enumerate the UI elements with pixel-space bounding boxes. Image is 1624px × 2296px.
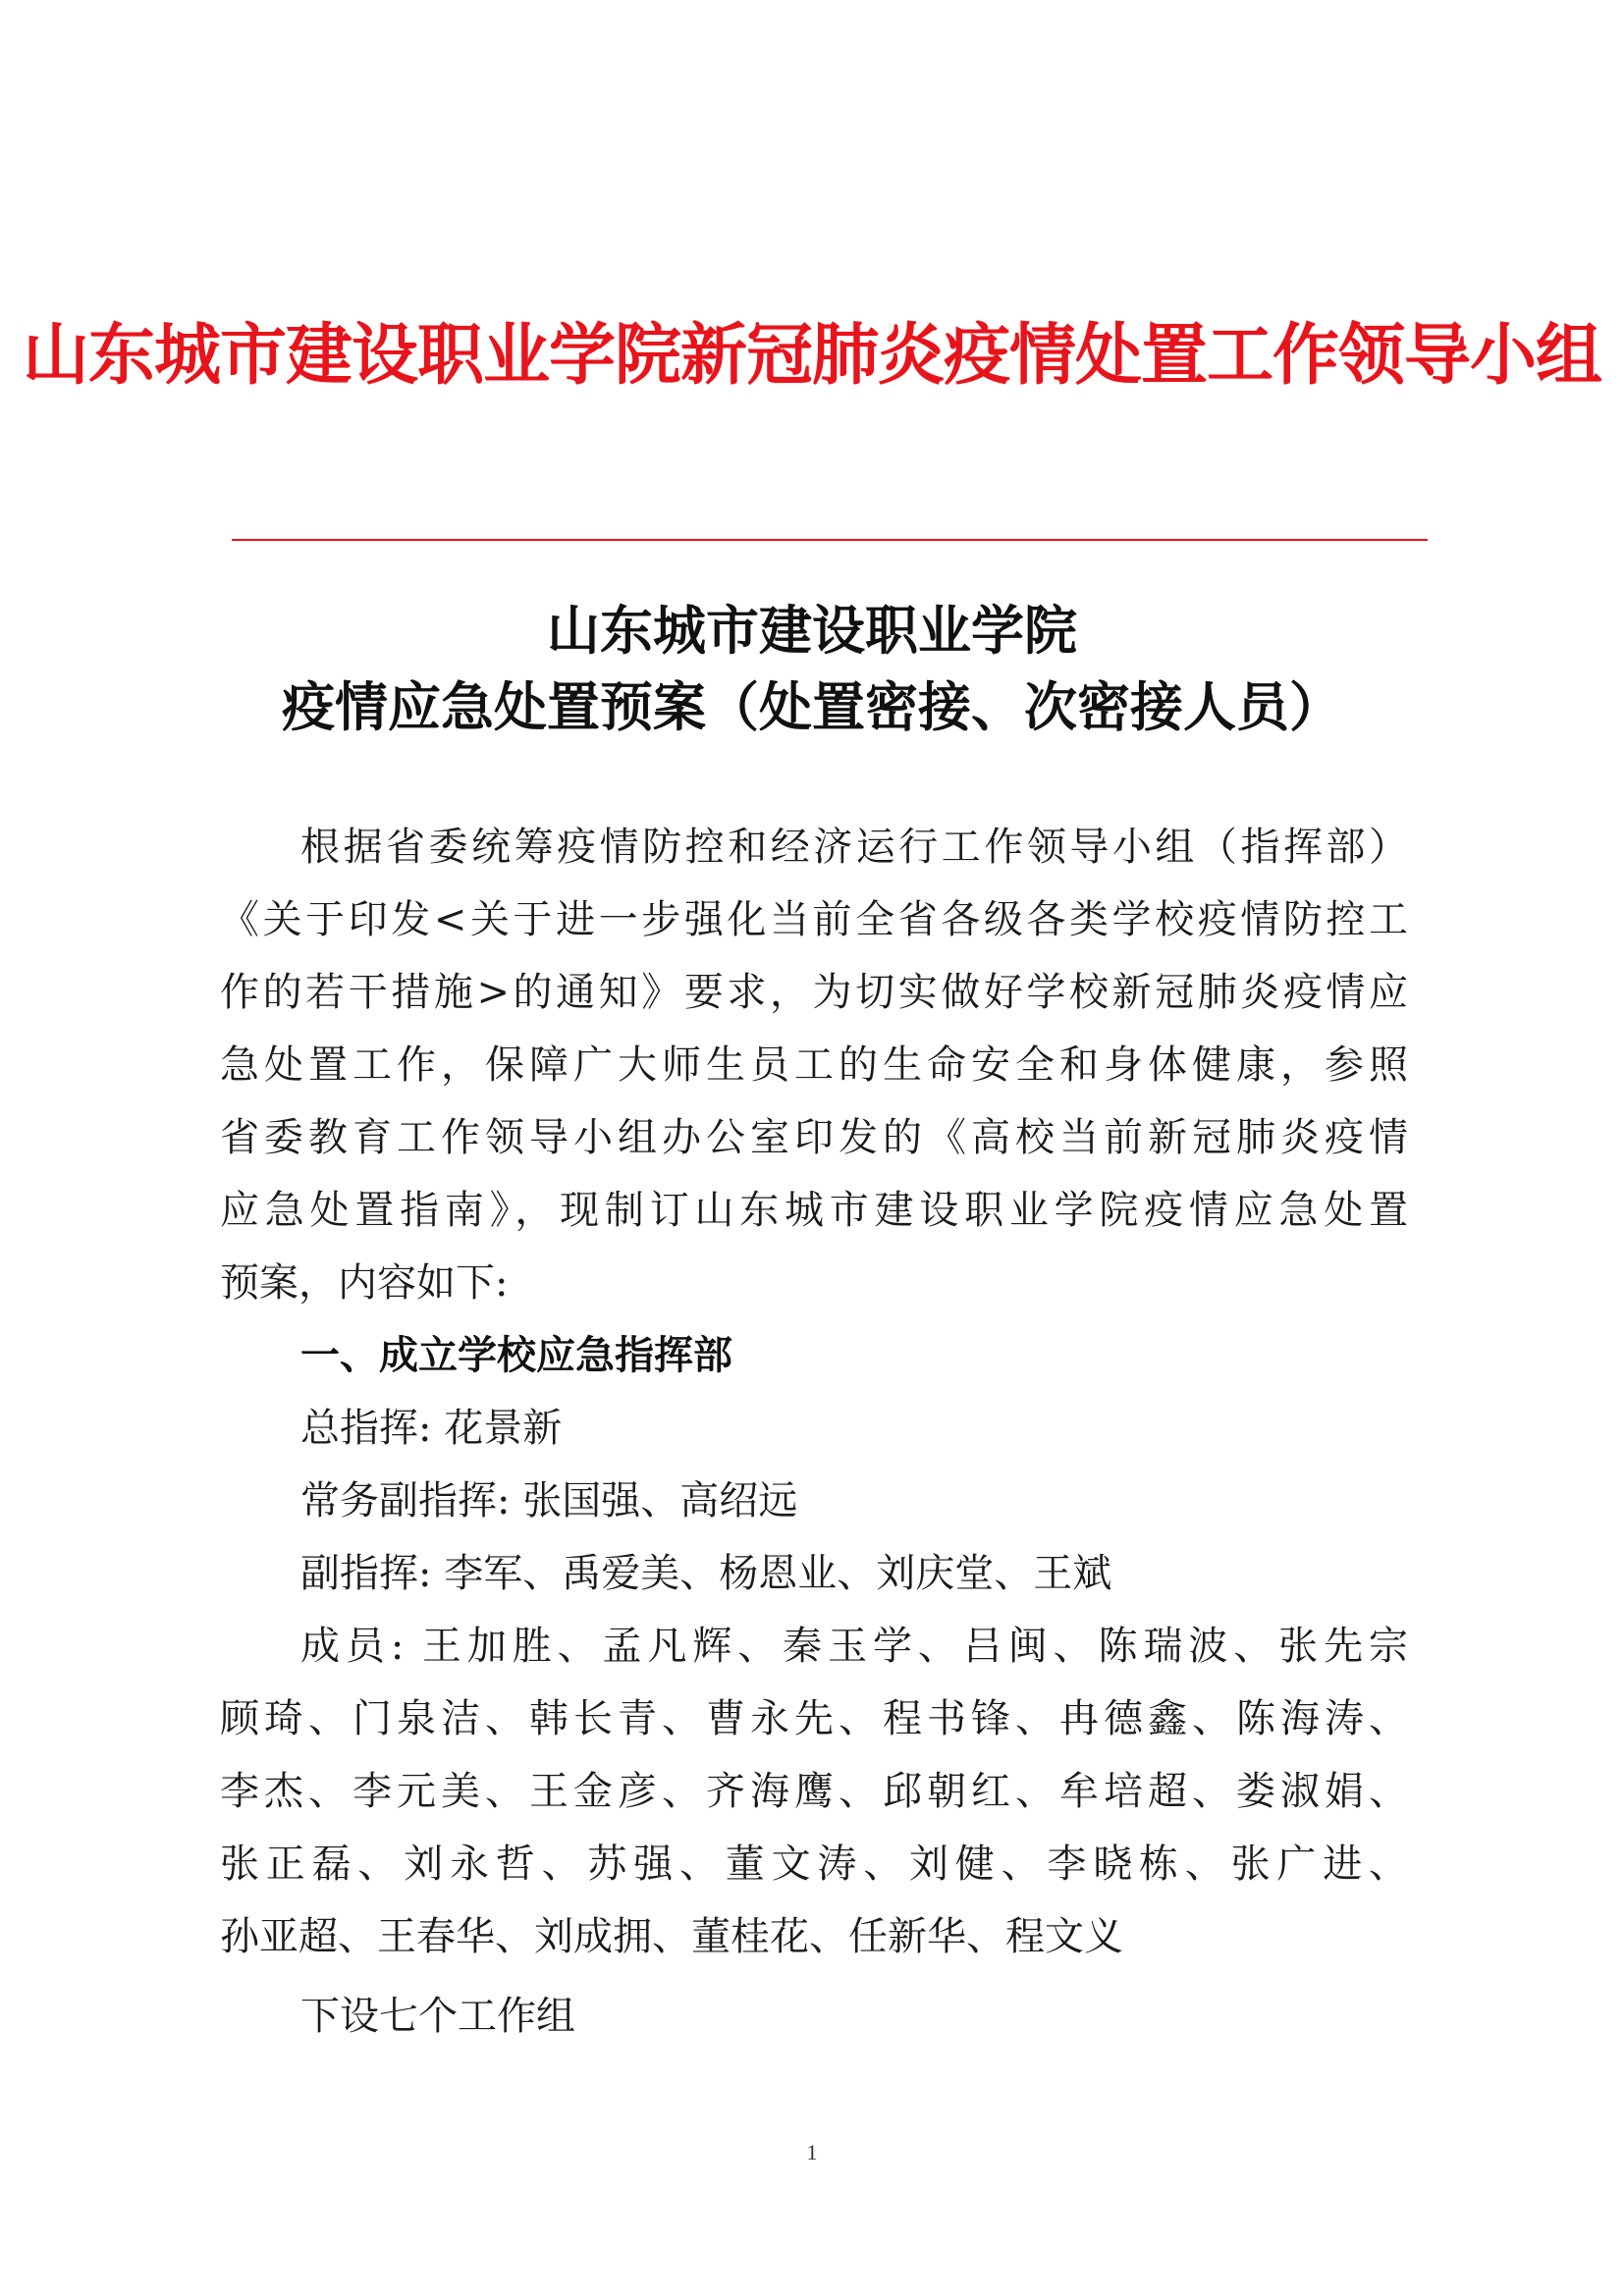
subgroups-line: 下设七个工作组 — [300, 1994, 575, 2039]
intro-line: 应急处置指南》，现制订山东城市建设职业学院疫情应急处置 — [220, 1188, 1408, 1233]
members-line: 成员: 王加胜、孟凡辉、秦玉学、吕闽、陈瑞波、张先宗 — [300, 1624, 1408, 1669]
issuer-header: 山东城市建设职业学院新冠肺炎疫情处置工作领导小组 — [22, 317, 1601, 395]
intro-line: 《关于印发<关于进一步强化当前全省各级各类学校疫情防控工 — [220, 897, 1408, 942]
intro-line: 作的若干措施>的通知》要求，为切实做好学校新冠肺炎疫情应 — [220, 970, 1408, 1015]
commander-line: 总指挥: 花景新 — [300, 1406, 563, 1451]
page-number: 1 — [806, 2140, 818, 2164]
executive-deputy-line: 常务副指挥: 张国强、高绍远 — [300, 1478, 798, 1523]
document-title-line-1: 山东城市建设职业学院 — [547, 599, 1077, 662]
members-line: 张正磊、刘永哲、苏强、董文涛、刘健、李晓栋、张广进、 — [220, 1842, 1408, 1887]
members-line: 李杰、李元美、王金彦、齐海鹰、邱朝红、牟培超、娄淑娟、 — [220, 1769, 1408, 1814]
members-line: 孙亚超、王春华、刘成拥、董桂花、任新华、程文义 — [220, 1914, 1123, 1959]
deputies-line: 副指挥: 李军、禹爱美、杨恩业、刘庆堂、王斌 — [300, 1551, 1112, 1596]
document-title-line-2: 疫情应急处置预案（处置密接、次密接人员） — [282, 675, 1342, 738]
intro-line: 根据省委统筹疫情防控和经济运行工作领导小组（指挥部） — [300, 825, 1408, 870]
intro-line: 省委教育工作领导小组办公室印发的《高校当前新冠肺炎疫情 — [220, 1115, 1408, 1160]
section-heading: 一、成立学校应急指挥部 — [300, 1333, 732, 1378]
members-line: 顾琦、门泉洁、韩长青、曹永先、程书锋、冉德鑫、陈海涛、 — [220, 1696, 1408, 1741]
intro-line: 急处置工作，保障广大师生员工的生命安全和身体健康，参照 — [220, 1042, 1408, 1088]
red-divider-line — [232, 539, 1428, 541]
intro-line: 预案，内容如下: — [220, 1260, 509, 1306]
